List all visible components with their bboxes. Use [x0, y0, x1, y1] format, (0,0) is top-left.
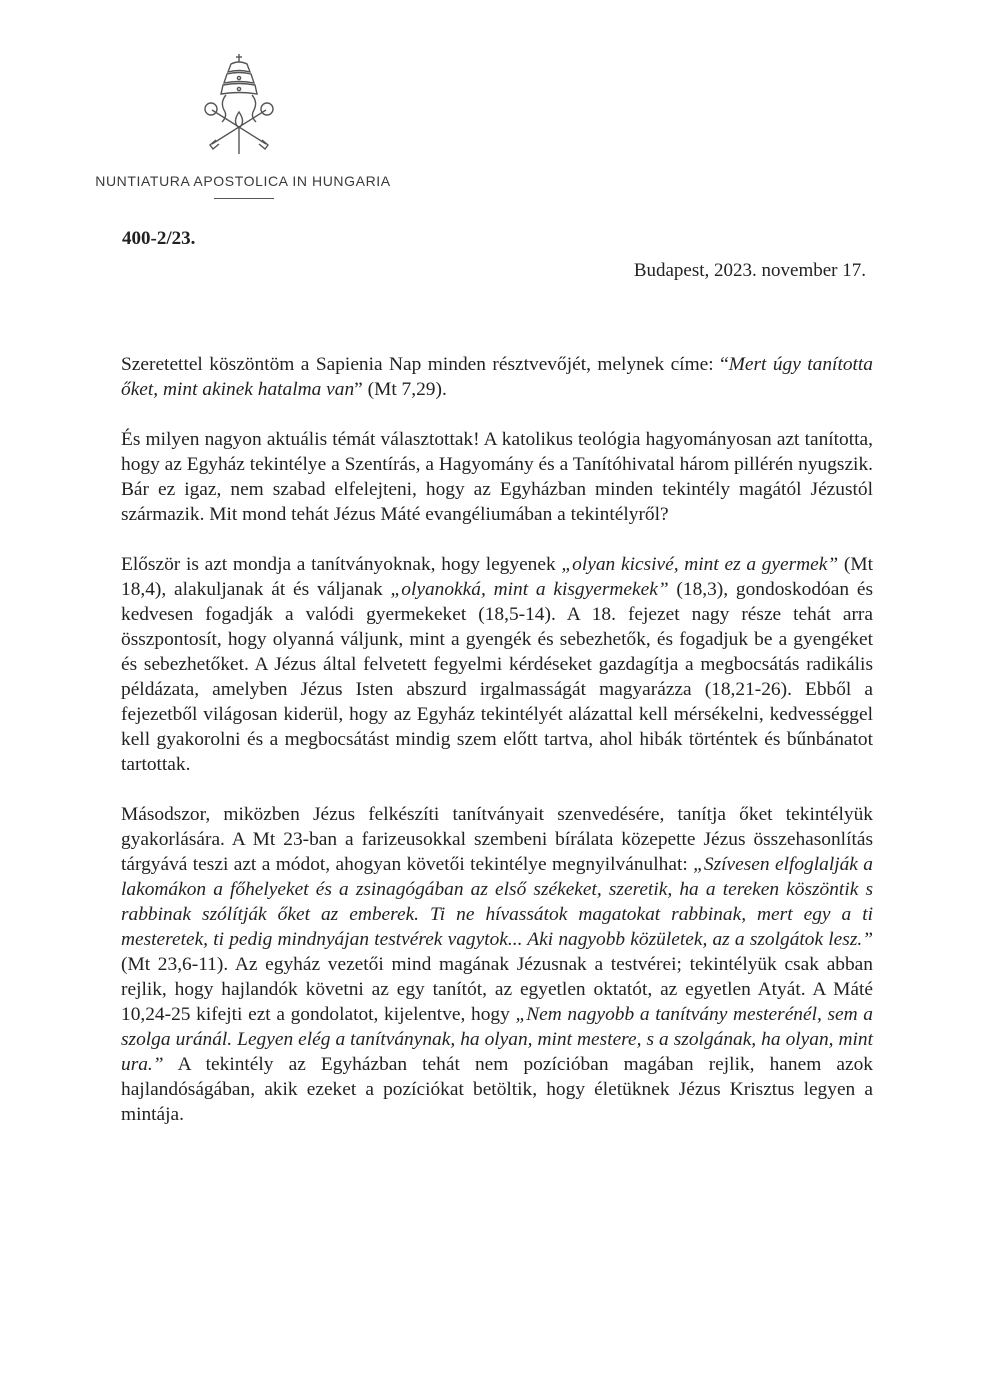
paragraph — [121, 427, 873, 527]
paragraph — [121, 552, 873, 777]
letter-date: Budapest, 2023. november 17. — [633, 260, 866, 281]
papal-keys-tiara-emblem-icon — [198, 52, 280, 156]
text-run-italic: „olyanokká, mint a kisgyermekek” — [390, 579, 669, 600]
text-run: (Mt 18,4), alakuljanak át és váljanak — [121, 554, 873, 600]
text-run-italic: „Szívesen elfoglalják a lakomákon a főhelyeket és a zsinagógában az első székeket, szeretik, ha a tereken köszöntik s rabbinak szólítják őket az emberek. Ti ne hívassátok magatokat rabbinak, mert egy a ti mesteretek, ti pedig mindnyájan testvérek vagytok... Aki nagyobb közületek, az a szolgátok lesz.” — [121, 854, 873, 950]
text-run-italic: „Nem nagyobb a tanítvány mesterénél, sem a szolga uránál. Legyen elég a tanítványnak, ha olyan, mint mestere, s a szolgának, ha olyan, mint ura.” — [121, 1004, 873, 1075]
text-run: Másodszor, miközben Jézus felkészíti tanítványait szenvedésére, tanítja őket tekintélyük gyakorlására. A Mt 23-ban a farizeusokkal szembeni bírálata közepette Jézus összehasonlítás tárgyává teszi azt a módot, ahogyan követői tekintélye megnyilvánulhat: — [121, 804, 873, 875]
text-run: ” (Mt 7,29). — [354, 379, 447, 400]
text-run: (Mt 23,6-11). Az egyház vezetői mind magának Jézusnak a testvérei; tekintélyük csak abban rejlik, hogy hajlandók követni az egy tanítót, az egyetlen oktatót, az egyetlen Atyát. A Máté 10,24-25 kifejti ezt a gondolatot, kijelentve, hogy — [121, 954, 873, 1025]
text-run-italic: „olyan kicsivé, mint ez a gyermek” — [561, 554, 839, 575]
letter-body — [121, 352, 873, 1152]
office-name: NUNTIATURA APOSTOLICA IN HUNGARIA — [95, 173, 391, 189]
text-run: Először is azt mondja a tanítványoknak, hogy legyenek — [121, 554, 562, 575]
text-run: A tekintély az Egyházban tehát nem pozícióban magában rejlik, hanem azok hajlandóságában, akik ezeket a pozíciókat betöltik, hogy életüknek Jézus Krisztus legyen a mintája. — [121, 1054, 873, 1125]
text-run: (18,3), gondoskodóan és kedvesen fogadják a valódi gyermekeket (18,5-14). A 18. fejezet nagy része tehát arra összpontosít, hogy olyanná váljunk, mint a gyengék és sebezhetők, és fogadjuk be a gyengéket és sebezhetőket. A Jézus által felvetett fegyelmi kérdéseket gazdagítja a megbocsátás radikális példázata, amelyben Jézus Isten abszurd irgalmasságát magyarázza (18,21-26). Ebből a fejezetből világosan kiderül, hogy az Egyház tekintélyét alázattal kell mérsékelni, kedvességgel kell gyakorolni és a megbocsátást mindig szem előtt tartva, ahol hibák történtek és bűnbánatot tartottak. — [121, 579, 873, 775]
text-run-italic: Mert úgy tanította őket, mint akinek hatalma van — [121, 354, 873, 400]
paragraph — [121, 802, 873, 1127]
paragraph — [121, 352, 873, 402]
text-run: Szeretettel köszöntöm a Sapienia Nap minden résztvevőjét, melynek címe: “ — [121, 354, 729, 375]
office-underline — [214, 198, 274, 199]
protocol-number: 400-2/23. — [122, 228, 196, 249]
text-run: És milyen nagyon aktuális témát választottak! A katolikus teológia hagyományosan azt tanította, hogy az Egyház tekintélye a Szentírás, a Hagyomány és a Tanítóhivatal három pillérén nyugszik. Bár ez igaz, nem szabad elfelejteni, hogy az Egyházban minden tekintély magától Jézustól származik. Mit mond tehát Jézus Máté evangéliumában a tekintélyről? — [121, 429, 873, 525]
